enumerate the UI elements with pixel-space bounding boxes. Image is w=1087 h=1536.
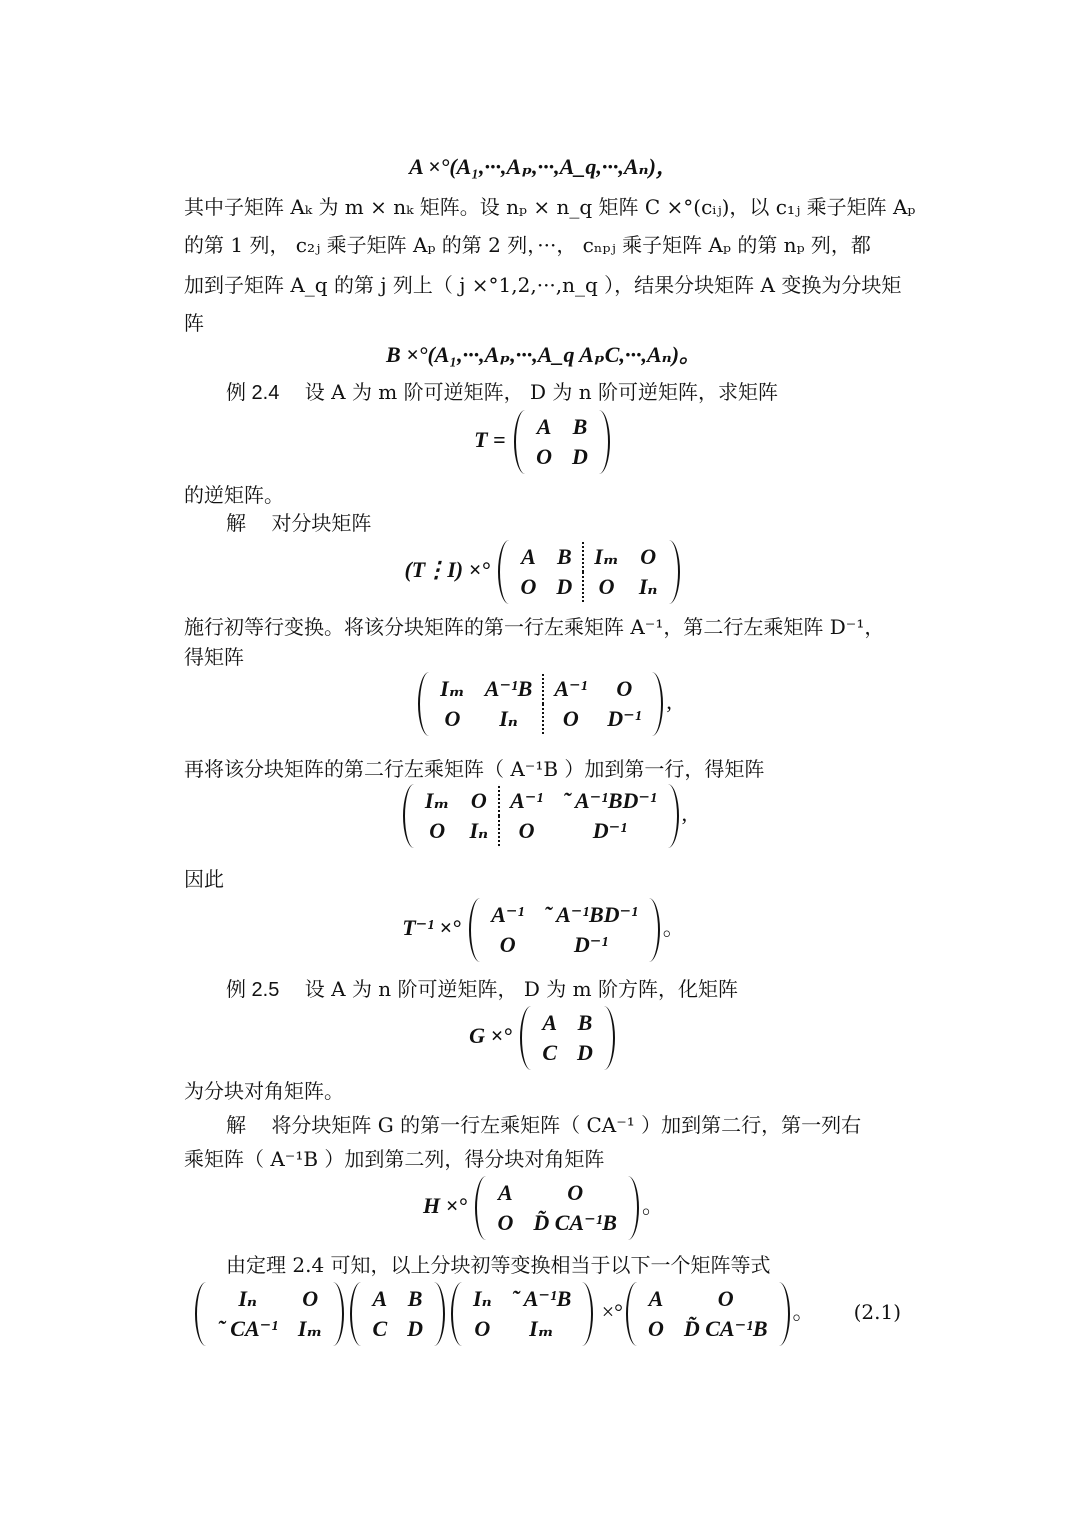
- matrix-factor-1: [195, 1282, 344, 1346]
- paragraph-line: 阵: [184, 311, 204, 335]
- example-text: 设 A 为 m 阶可逆矩阵， D 为 n 阶可逆矩阵，求矩阵: [304, 380, 778, 404]
- matrix-TI-augmented: [0, 540, 1087, 604]
- matrix-cell: Iₘ: [424, 788, 450, 813]
- matrix-cell: C: [542, 1040, 558, 1065]
- solution-label: 解: [226, 1113, 246, 1137]
- matrix-cell: O: [567, 1180, 584, 1205]
- matrix-factor-3: [451, 1282, 593, 1346]
- paragraph-line: 加到子矩阵 A_q 的第 j 列上（ j ×°1,2,···,n_q ），结果分块矩阵 A 变换为分块矩: [184, 273, 902, 297]
- example-label: 例 2.4: [226, 382, 280, 404]
- matrix-cell: O: [470, 788, 487, 813]
- equation-lhs: T⁻¹ ×°: [402, 915, 461, 941]
- matrix-cell: O: [497, 1210, 514, 1235]
- matrix-cell: Iₙ: [238, 1286, 257, 1311]
- equation-number: (2.1): [853, 1300, 901, 1324]
- solution-text: 将分块矩阵 G 的第一行左乘矩阵（ CA⁻¹ ）加到第二行，第一列右: [271, 1113, 862, 1137]
- matrix-T: [514, 410, 610, 474]
- solution-line: [226, 506, 946, 540]
- matrix-cell: O: [717, 1286, 734, 1311]
- matrix-cell: B: [556, 544, 572, 569]
- matrix-cell: A: [648, 1286, 664, 1311]
- matrix-cell: ˜ A⁻¹BD⁻¹: [562, 788, 657, 813]
- matrix-cell: ˜ A⁻¹B: [511, 1286, 572, 1311]
- matrix-cell: D: [571, 444, 588, 469]
- matrix-augmented: [418, 672, 663, 736]
- matrix-equation-2-1: Iₙ O ˜ CA⁻¹ Iₘ A B C D Iₙ ˜ A⁻¹B O Iₘ ×° A O O D̃ CA⁻¹B 。: [0, 1282, 1047, 1346]
- matrix-cell: Iₙ: [638, 574, 658, 599]
- matrix-cell: O: [647, 1316, 664, 1341]
- matrix-cell: O: [302, 1286, 319, 1311]
- matrix-cell: A⁻¹: [499, 786, 553, 816]
- matrix-cell: A⁻¹: [543, 674, 597, 704]
- matrix-cell: O: [499, 932, 516, 957]
- example-2-4-statement: [226, 375, 946, 410]
- equation-A-partition: [0, 150, 1087, 181]
- matrix-cell: O: [474, 1316, 491, 1341]
- paragraph-line: 的逆矩阵。: [184, 483, 284, 507]
- matrix-cell: D̃ CA⁻¹B: [683, 1316, 768, 1341]
- matrix-cell: A: [498, 1180, 513, 1205]
- example-label: 例 2.5: [226, 979, 280, 1001]
- paragraph-line: 得矩阵: [184, 645, 244, 669]
- matrix-augmented: [498, 540, 679, 604]
- paragraph-line: 因此: [184, 867, 224, 891]
- matrix-cell: D⁻¹: [592, 818, 627, 843]
- matrix-T-inverse: T⁻¹ ×° A⁻¹ ˜ A⁻¹BD⁻¹ O D⁻¹ 。: [0, 898, 1087, 962]
- matrix-cell: Iₙ: [473, 1286, 492, 1311]
- matrix-cell: D⁻¹: [607, 706, 642, 731]
- paragraph-line: 其中子矩阵 Aₖ 为 m × nₖ 矩阵。设 nₚ × n_q 矩阵 C ×°(cᵢⱼ)，以 c₁ⱼ 乘子矩阵 Aₚ: [184, 195, 916, 219]
- paragraph-line: 乘矩阵（ A⁻¹B ）加到第二列，得分块对角矩阵: [184, 1147, 605, 1171]
- solution-label: 解: [226, 511, 246, 535]
- matrix-cell: A: [536, 414, 552, 439]
- matrix-cell: Iₘ: [440, 676, 465, 701]
- example-text: 设 A 为 n 阶可逆矩阵， D 为 m 阶方阵，化矩阵: [304, 977, 738, 1001]
- matrix-cell: B: [577, 1010, 593, 1035]
- solution-text: 对分块矩阵: [271, 511, 372, 535]
- paragraph-line: 由定理 2.4 可知，以上分块初等变换相当于以下一个矩阵等式: [226, 1253, 771, 1277]
- matrix-cell: Iₙ: [499, 706, 518, 731]
- paragraph-line: 为分块对角矩阵。: [184, 1079, 344, 1103]
- matrix-cell: D: [407, 1316, 424, 1341]
- matrix-step1: Iₘ A⁻¹B A⁻¹ O O Iₙ O D⁻¹ ,: [0, 672, 1087, 736]
- matrix-cell: A⁻¹B: [484, 676, 533, 701]
- equation-B-result: [0, 338, 1087, 369]
- matrix-cell: ˜ A⁻¹BD⁻¹: [544, 902, 638, 927]
- equation-lhs: (T⋮I) ×°: [404, 557, 490, 583]
- matrix-H: H ×° A O O D̃ CA⁻¹B 。: [0, 1176, 1087, 1240]
- matrix-step2: Iₘ O A⁻¹ ˜ A⁻¹BD⁻¹ O Iₙ O D⁻¹ ,: [0, 784, 1087, 848]
- paragraph-line: 的第 1 列， c₂ⱼ 乘子矩阵 Aₚ 的第 2 列，···， cₙₚⱼ 乘子矩阵 Aₚ 的第 nₚ 列，都: [184, 233, 871, 257]
- matrix-cell: D: [556, 574, 573, 599]
- equation-text: A ×°(A₁,···,Aₚ,···,A_q,···,Aₙ)，: [409, 154, 678, 179]
- matrix-cell: O: [444, 706, 461, 731]
- matrix-cell: C: [372, 1316, 388, 1341]
- equation-text: B ×°(A₁,···,Aₚ,···,A_q AₚC,···,Aₙ)。: [385, 342, 702, 367]
- matrix-Tinv: [469, 898, 660, 962]
- equation-lhs: T =: [474, 427, 506, 453]
- matrix-cell: O: [499, 816, 553, 846]
- matrix-G-definition: [0, 1006, 1087, 1070]
- equation-lhs: H ×°: [423, 1193, 467, 1219]
- matrix-cell: B: [572, 414, 588, 439]
- matrix-result: [626, 1282, 790, 1346]
- paragraph-line: 再将该分块矩阵的第二行左乘矩阵（ A⁻¹B ）加到第一行，得矩阵: [184, 757, 765, 781]
- matrix-T-definition: [0, 410, 1087, 474]
- matrix-cell: O: [543, 704, 597, 734]
- solution-line: [226, 1108, 946, 1142]
- matrix-cell: D⁻¹: [573, 932, 608, 957]
- equation-lhs: G ×°: [469, 1023, 512, 1049]
- matrix-augmented: [403, 784, 679, 848]
- matrix-cell: A: [372, 1286, 388, 1311]
- matrix-cell: O: [583, 572, 629, 602]
- matrix-cell: ˜ CA⁻¹: [217, 1316, 278, 1341]
- matrix-cell: A: [521, 544, 536, 569]
- matrix-cell: D: [577, 1040, 593, 1065]
- matrix-cell: O: [536, 444, 552, 469]
- matrix-cell: O: [429, 818, 446, 843]
- matrix-cell: O: [616, 676, 633, 701]
- matrix-cell: Iₘ: [297, 1316, 323, 1341]
- matrix-cell: B: [407, 1286, 423, 1311]
- matrix-H-body: [475, 1176, 639, 1240]
- matrix-cell: D̃ CA⁻¹B: [533, 1210, 617, 1235]
- matrix-factor-2: [350, 1282, 445, 1346]
- matrix-cell: Iₘ: [583, 542, 629, 572]
- matrix-cell: Iₘ: [529, 1316, 554, 1341]
- paragraph-line: 施行初等行变换。将该分块矩阵的第一行左乘矩阵 A⁻¹，第二行左乘矩阵 D⁻¹，: [184, 615, 885, 639]
- matrix-cell: A⁻¹: [491, 902, 525, 927]
- matrix-cell: A: [542, 1010, 558, 1035]
- matrix-cell: O: [640, 544, 657, 569]
- example-2-5-statement: [226, 972, 946, 1007]
- matrix-cell: Iₙ: [469, 818, 489, 843]
- matrix-cell: O: [520, 574, 537, 599]
- matrix-G: [520, 1006, 615, 1070]
